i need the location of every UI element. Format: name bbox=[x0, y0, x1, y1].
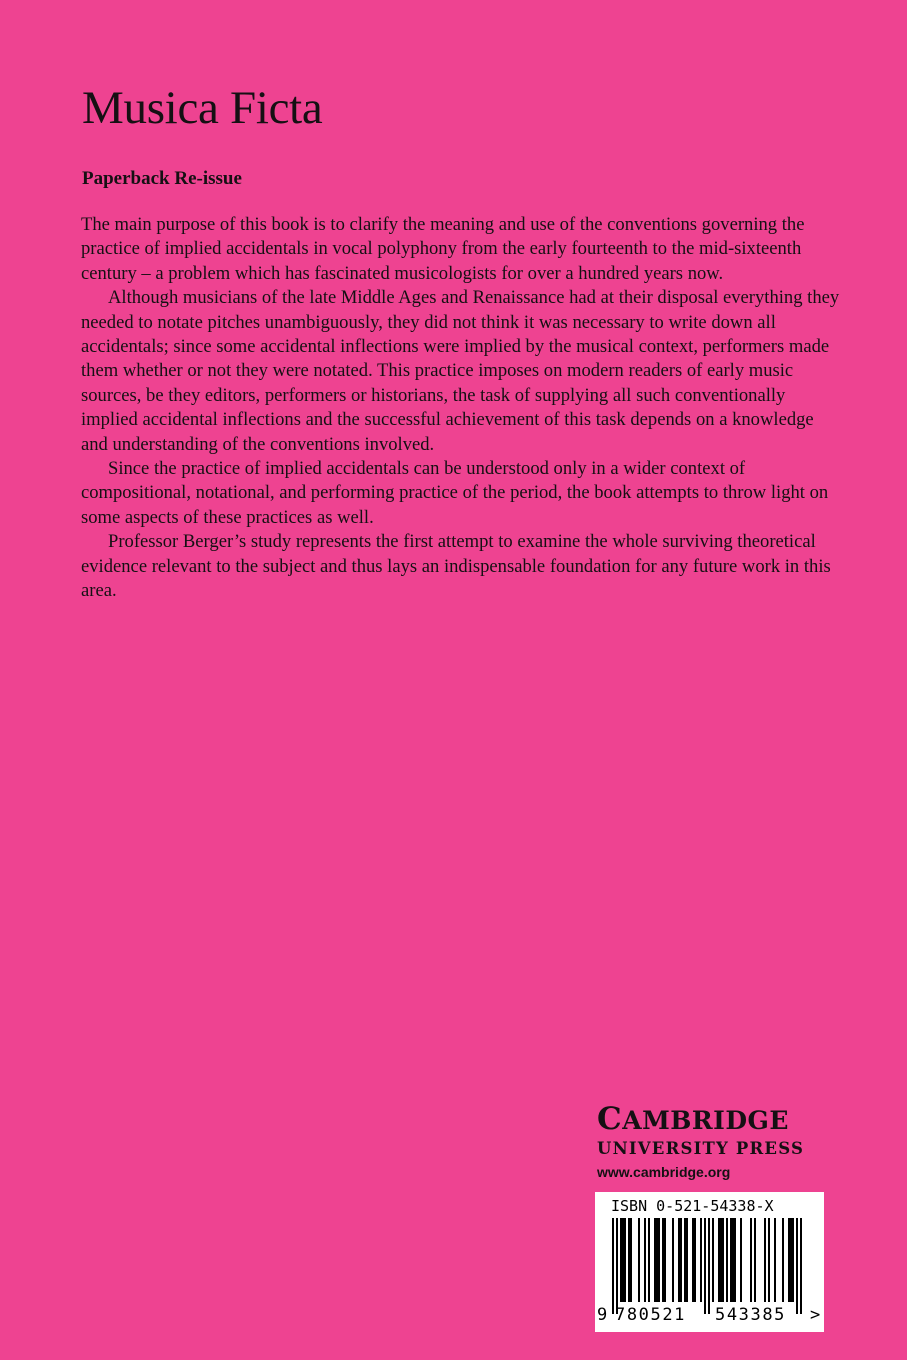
isbn-barcode bbox=[595, 1192, 824, 1332]
description-paragraph-3: Since the practice of implied accidentals can be understood only in a wider context of compositional, notational, and performing practice of the period, the book attempts to throw light on some aspects of these practices as well. bbox=[81, 458, 829, 528]
barcode-bar bbox=[768, 1218, 770, 1302]
barcode-bar bbox=[708, 1218, 710, 1314]
ean-digits bbox=[595, 1302, 824, 1328]
barcode-bar bbox=[686, 1218, 688, 1302]
barcode-bar bbox=[630, 1218, 632, 1302]
barcode-bar bbox=[620, 1218, 622, 1302]
barcode-bar bbox=[722, 1218, 724, 1302]
publisher-logo bbox=[597, 1102, 825, 1181]
barcode-bar bbox=[730, 1218, 732, 1302]
description-paragraph-1: The main purpose of this book is to clarify the meaning and use of the conventions governing the practice of implied accidentals in vocal polyphony from the early fourteenth to the mid-sixteenth century – a problem which has fascinated musicologists for over a hundred years now. bbox=[81, 214, 805, 284]
publisher-press: UNIVERSITY PRESS bbox=[597, 1139, 805, 1158]
ean-lead-digit: 9 bbox=[597, 1305, 608, 1325]
ean-right-digits: 543385 bbox=[715, 1305, 787, 1325]
barcode-bar bbox=[750, 1218, 752, 1302]
barcode-bar bbox=[672, 1218, 674, 1302]
edition-subtitle: Paperback Re-issue bbox=[82, 168, 242, 189]
barcode-bar bbox=[718, 1218, 720, 1302]
barcode-bar bbox=[790, 1218, 792, 1302]
ean-left-digits: 780521 bbox=[615, 1305, 687, 1325]
barcode-bar bbox=[782, 1218, 784, 1302]
publisher-url: www.cambridge.org bbox=[597, 1164, 731, 1180]
barcode-bar bbox=[692, 1218, 694, 1302]
description-paragraph-4: Professor Berger’s study represents the first attempt to examine the whole surviving theoretical evidence relevant to the subject and thus lays an indispensable foundation for any future work in this area. bbox=[81, 531, 831, 602]
barcode-bar bbox=[638, 1218, 640, 1302]
barcode-bar bbox=[800, 1218, 802, 1314]
book-title: Musica Ficta bbox=[82, 82, 323, 134]
barcode-bar bbox=[664, 1218, 666, 1302]
barcode-bar bbox=[720, 1218, 722, 1302]
barcode-bar bbox=[704, 1218, 706, 1314]
barcode-bar bbox=[644, 1218, 646, 1302]
barcode-bar bbox=[694, 1218, 696, 1302]
publisher-name-initial: C bbox=[597, 1101, 623, 1137]
barcode-bar bbox=[684, 1218, 686, 1302]
barcode-bar bbox=[700, 1218, 702, 1302]
barcode-bar bbox=[726, 1218, 728, 1302]
barcode-bar bbox=[656, 1218, 658, 1302]
barcode-bar bbox=[622, 1218, 624, 1302]
ean-arrow: > bbox=[810, 1305, 821, 1325]
barcode-bar bbox=[648, 1218, 650, 1302]
barcode-bar bbox=[616, 1218, 618, 1314]
barcode-bar bbox=[712, 1218, 714, 1302]
barcode-bar bbox=[734, 1218, 736, 1302]
barcode-bar bbox=[732, 1218, 734, 1302]
barcode-bar bbox=[612, 1218, 614, 1314]
publisher-name-rest: AMBRIDGE bbox=[622, 1106, 789, 1135]
isbn-number: ISBN 0-521-54338-X bbox=[611, 1197, 774, 1215]
barcode-bar bbox=[654, 1218, 656, 1302]
barcode-bar bbox=[628, 1218, 630, 1302]
barcode-bar bbox=[764, 1218, 766, 1302]
barcode-bar bbox=[792, 1218, 794, 1302]
barcode-bar bbox=[680, 1218, 682, 1302]
description-paragraph-2: Although musicians of the late Middle Ages and Renaissance had at their disposal everything they needed to notate pitches unambiguously, they did not think it was necessary to write down all accidentals; since some accidental inflections were implied by the musical context, performers made them whether or not they were notated. This practice imposes on modern readers of early music sources, be they editors, performers or historians, the task of supplying all such conventionally implied accidental inflections and the successful achievement of this task depends on a knowledge and understanding of the conventions involved. bbox=[81, 287, 840, 455]
barcode-bar bbox=[740, 1218, 742, 1302]
barcode-bar bbox=[796, 1218, 798, 1314]
barcode-bar bbox=[788, 1218, 790, 1302]
barcode-bar bbox=[678, 1218, 680, 1302]
barcode-bar bbox=[624, 1218, 626, 1302]
barcode-bar bbox=[774, 1218, 776, 1302]
barcode-bar bbox=[658, 1218, 660, 1302]
barcode-bar bbox=[754, 1218, 756, 1302]
barcode-bar bbox=[662, 1218, 664, 1302]
publisher-name bbox=[597, 1102, 825, 1138]
book-description bbox=[81, 213, 841, 604]
